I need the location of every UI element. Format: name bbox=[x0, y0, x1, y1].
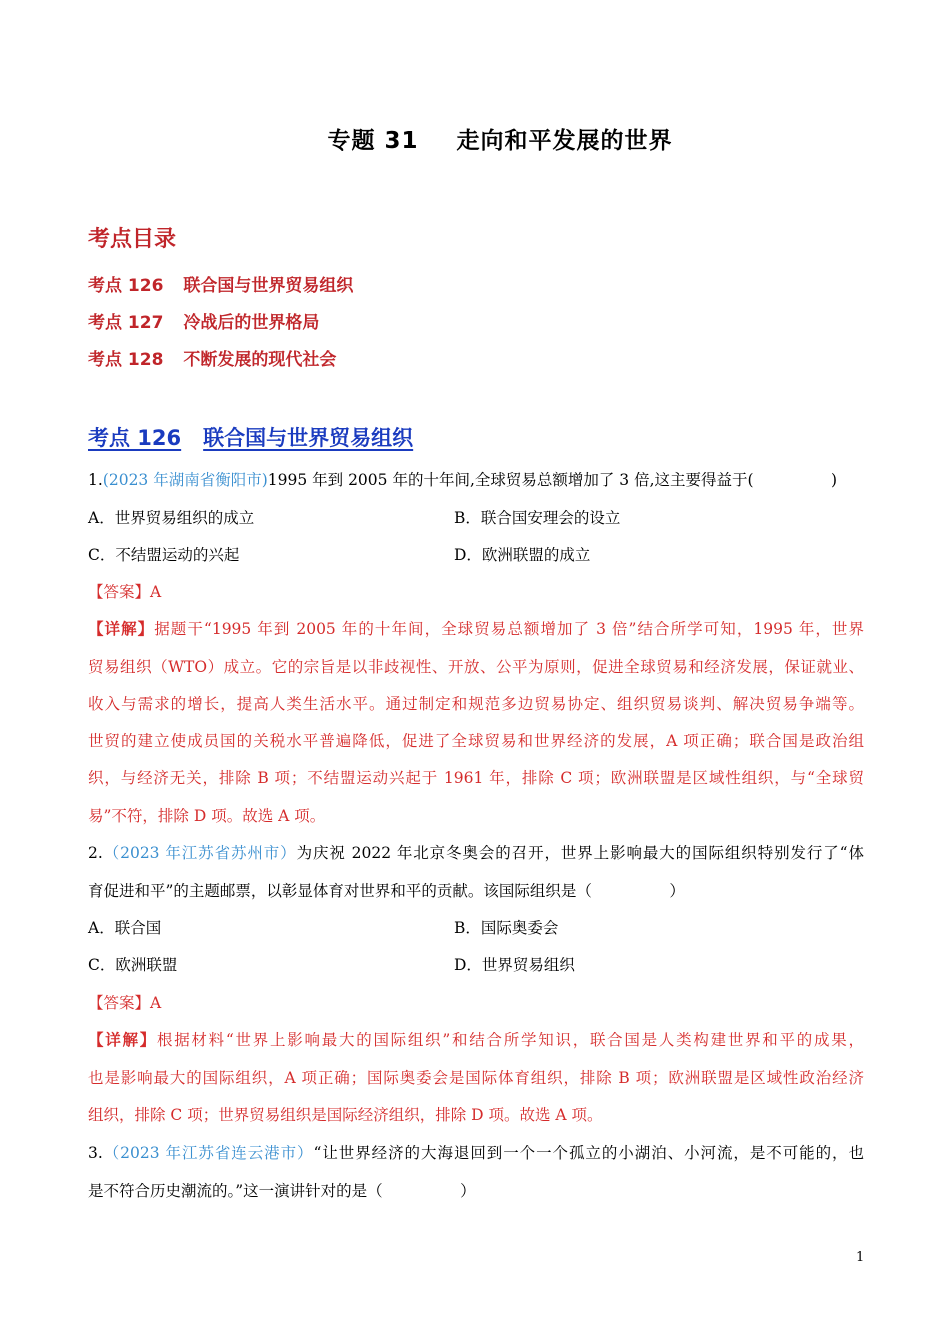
section-heading-126[interactable] bbox=[88, 422, 413, 452]
page-title bbox=[0, 122, 950, 155]
toc-item-127[interactable] bbox=[88, 308, 319, 333]
title-number: 专题 31 bbox=[327, 128, 419, 154]
toc-heading: 考点目录 bbox=[88, 227, 177, 252]
q2-stem bbox=[88, 843, 864, 863]
toc-item-key: 考点 127 bbox=[88, 313, 164, 333]
q1-detail-line: 收入与需求的增长，提高人类生活水平。通过制定和规范多边贸易协定、组织贸易谈判、解决贸易争端等。 bbox=[88, 695, 864, 713]
q1-stem-text: 1995 年到 2005 年的十年间,全球贸易总额增加了 3 倍,这主要得益于( ) bbox=[267, 471, 838, 489]
q2-option-b: B．国际奥委会 bbox=[454, 919, 559, 937]
page-number: 1 bbox=[856, 1250, 865, 1265]
q1-detail-line: 世贸的建立使成员国的关税水平普遍降低，促进了全球贸易和世界经济的发展，A 项正确；联合国是政治组 bbox=[88, 732, 864, 750]
q2-detail-line: 组织，排除 C 项；世界贸易组织是国际经济组织，排除 D 项。故选 A 项。 bbox=[88, 1106, 603, 1124]
q3-stem bbox=[88, 1143, 864, 1163]
q1-detail-line: 贸易组织（WTO）成立。它的宗旨是以非歧视性、开放、公平为原则，促进全球贸易和经济发展，保证就业、 bbox=[88, 658, 864, 676]
q2-source: （2023 年江苏省苏州市） bbox=[102, 844, 297, 862]
toc-item-126[interactable] bbox=[88, 271, 353, 296]
q2-detail-label: 【详解】 bbox=[88, 1030, 157, 1049]
q1-detail-line: 织，与经济无关，排除 B 项；不结盟运动兴起于 1961 年，排除 C 项；欧洲联盟是区域性组织，与“全球贸 bbox=[88, 769, 864, 787]
toc-item-label: 不断发展的现代社会 bbox=[183, 350, 337, 370]
q2-stem-text: 为庆祝 2022 年北京冬奥会的召开，世界上影响最大的国际组织特别发行了“体 bbox=[296, 844, 865, 862]
q1-option-d: D．欧洲联盟的成立 bbox=[454, 546, 591, 564]
q2-option-c: C．欧洲联盟 bbox=[88, 956, 178, 974]
q2-stem-line2: 育促进和平”的主题邮票，以彰显体育对世界和平的贡献。该国际组织是（ ） bbox=[88, 882, 685, 900]
q1-detail-line: 易”不符，排除 D 项。故选 A 项。 bbox=[88, 807, 326, 825]
q3-stem-line2: 是不符合历史潮流的。”这一演讲针对的是（ ） bbox=[88, 1182, 476, 1200]
toc-item-key: 考点 128 bbox=[88, 350, 164, 370]
q2-number: 2. bbox=[88, 844, 103, 862]
q2-option-d: D．世界贸易组织 bbox=[454, 956, 575, 974]
section-title: 联合国与世界贸易组织 bbox=[203, 426, 414, 450]
q1-detail-text: 据题干“1995 年到 2005 年的十年间，全球贸易总额增加了 3 倍”结合所学可知，1995 年，世界 bbox=[154, 620, 864, 638]
q2-detail-line: 也是影响最大的国际组织，A 项正确；国际奥委会是国际体育组织，排除 B 项；欧洲联盟是区域性政治经济 bbox=[88, 1069, 864, 1087]
title-text: 走向和平发展的世界 bbox=[456, 128, 673, 154]
q3-stem-text: “让世界经济的大海退回到一个一个孤立的小湖泊、小河流，是不可能的，也 bbox=[313, 1144, 864, 1162]
q1-option-a: A．世界贸易组织的成立 bbox=[88, 509, 255, 527]
q2-option-a: A．联合国 bbox=[88, 919, 162, 937]
q1-number: 1. bbox=[88, 471, 103, 489]
q1-option-b: B．联合国安理会的设立 bbox=[454, 509, 621, 527]
q1-answer: 【答案】A bbox=[88, 583, 162, 601]
toc-item-key: 考点 126 bbox=[88, 276, 164, 296]
q2-detail-line bbox=[88, 1030, 864, 1050]
q1-source: (2023 年湖南省衡阳市) bbox=[102, 471, 268, 489]
q1-detail-label: 【详解】 bbox=[88, 619, 155, 638]
q3-source: （2023 年江苏省连云港市） bbox=[102, 1144, 314, 1162]
q1-option-c: C．不结盟运动的兴起 bbox=[88, 546, 240, 564]
toc-item-label: 联合国与世界贸易组织 bbox=[183, 276, 354, 296]
q2-detail-text: 根据材料“世界上影响最大的国际组织”和结合所学知识，联合国是人类构建世界和平的成果， bbox=[156, 1031, 864, 1049]
toc-item-128[interactable] bbox=[88, 345, 336, 370]
q3-number: 3. bbox=[88, 1144, 103, 1162]
section-key: 考点 126 bbox=[88, 426, 182, 450]
toc-item-label: 冷战后的世界格局 bbox=[183, 313, 320, 333]
q1-detail-line bbox=[88, 619, 864, 639]
q1-stem bbox=[88, 470, 864, 490]
q2-answer: 【答案】A bbox=[88, 994, 162, 1012]
